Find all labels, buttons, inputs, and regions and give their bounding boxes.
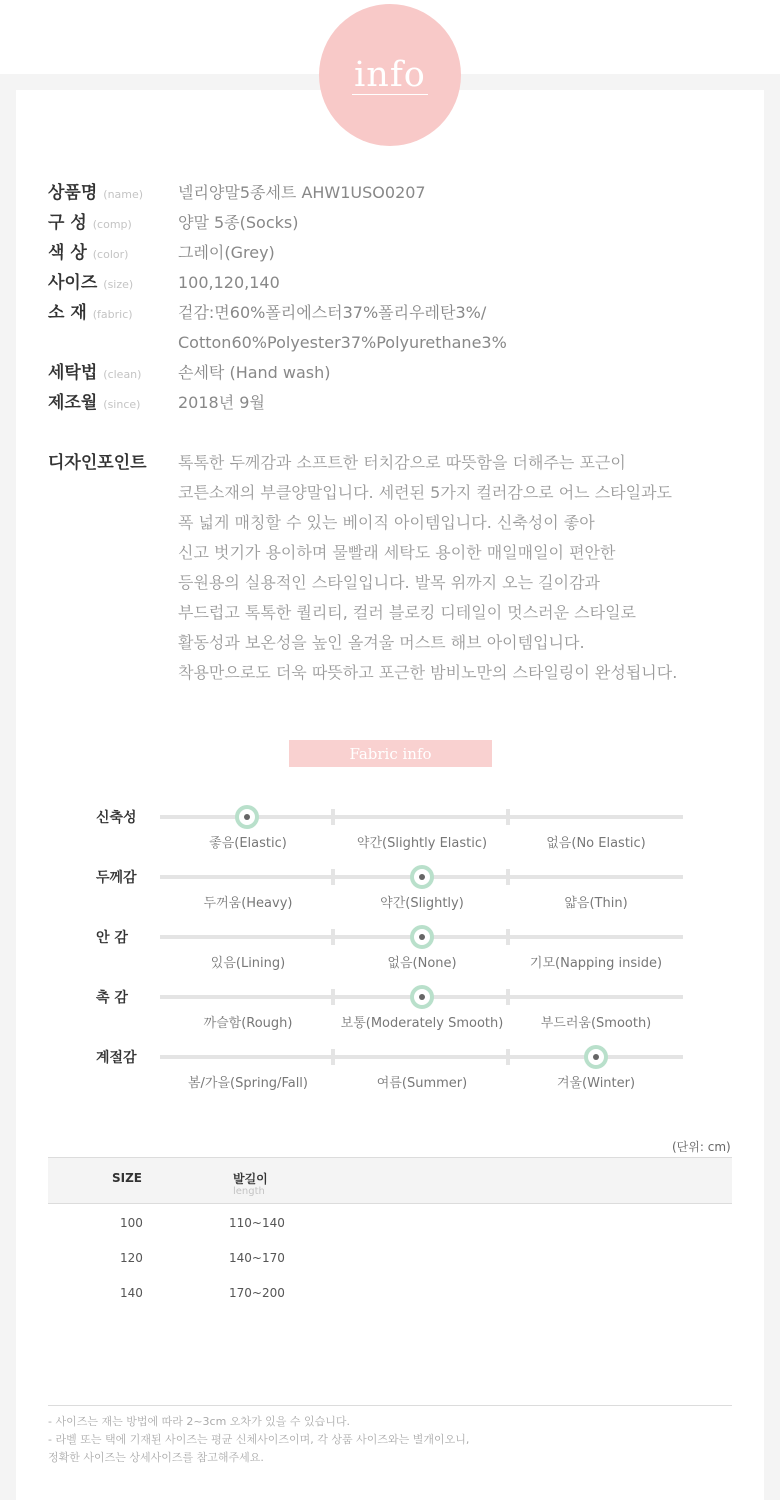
info-label xyxy=(48,208,178,238)
info-value-group xyxy=(178,388,265,418)
size-table-row xyxy=(48,1239,732,1274)
fabric-scale-label: 안 감 xyxy=(96,930,128,946)
fabric-scale-option: 부드러움(Smooth) xyxy=(540,1016,652,1031)
fabric-scale-divider xyxy=(331,809,335,825)
design-point-line: 폭 넓게 매칭할 수 있는 베이직 아이템입니다. 신축성이 좋아 xyxy=(178,513,595,532)
design-point-line: 착용만으로도 더욱 따뜻하고 포근한 밤비노만의 스타일링이 완성됩니다. xyxy=(178,663,678,682)
fabric-scale-option: 있음(Lining) xyxy=(210,956,286,971)
fabric-scale-divider xyxy=(331,989,335,1005)
fabric-info-title-text: Fabric info xyxy=(349,744,432,763)
info-row xyxy=(48,178,768,208)
info-value: 넬리양말5종세트 AHW1USO0207 xyxy=(178,183,426,202)
info-label xyxy=(48,268,178,298)
info-row xyxy=(48,358,768,388)
info-value: 그레이(Grey) xyxy=(178,243,275,262)
info-label-ko: 사이즈 xyxy=(48,273,98,293)
fabric-scale-label: 계절감 xyxy=(96,1050,137,1066)
info-label-en: (since) xyxy=(103,398,141,411)
info-value: 양말 5종(Socks) xyxy=(178,213,299,232)
fabric-scale-option: 까슬함(Rough) xyxy=(203,1016,293,1031)
fabric-scale-label: 촉 감 xyxy=(96,990,128,1006)
design-point-label: 디자인포인트 xyxy=(48,453,147,473)
fabric-scale-divider xyxy=(506,809,510,825)
length-column-subheader: length xyxy=(233,1186,265,1197)
fabric-scale-option: 얇음(Thin) xyxy=(564,896,628,911)
fabric-scale-marker xyxy=(584,1045,608,1069)
info-label-ko: 제조월 xyxy=(48,393,98,413)
info-value: 손세탁 (Hand wash) xyxy=(178,363,331,382)
fabric-scale-divider xyxy=(331,929,335,945)
info-label xyxy=(48,238,178,268)
info-label xyxy=(48,178,178,208)
fabric-scale-marker xyxy=(410,925,434,949)
info-value-group xyxy=(178,208,298,238)
fabric-scale-label: 두께감 xyxy=(96,870,137,886)
size-unit-note: (단위: cm) xyxy=(672,1140,731,1154)
fabric-scale-label: 신축성 xyxy=(96,810,137,826)
info-value-group xyxy=(178,358,331,388)
fabric-scale-option: 봄/가을(Spring/Fall) xyxy=(187,1076,308,1091)
fabric-scale-option: 좋음(Elastic) xyxy=(209,836,287,851)
info-value-group xyxy=(178,268,280,298)
size-table-row xyxy=(48,1274,732,1309)
info-label-en: (size) xyxy=(103,278,134,291)
design-point-section xyxy=(48,448,768,688)
info-label-en: (name) xyxy=(103,188,144,201)
info-badge-text: info xyxy=(354,54,426,95)
fabric-scale-marker xyxy=(235,805,259,829)
info-label-ko: 구 성 xyxy=(48,213,87,233)
fabric-scale-option: 보통(Moderately Smooth) xyxy=(340,1016,504,1031)
size-notes xyxy=(48,1405,732,1467)
size-table-row xyxy=(48,1204,732,1239)
fabric-scale-option: 기모(Napping inside) xyxy=(529,956,663,971)
size-note-line: 정확한 사이즈는 상세사이즈를 참고해주세요. xyxy=(48,1451,264,1464)
design-point-line: 신고 벗기가 용이하며 물빨래 세탁도 용이한 매일매일이 편안한 xyxy=(178,543,616,562)
info-value-group xyxy=(178,238,275,268)
info-badge xyxy=(319,4,461,146)
info-label-ko: 세탁법 xyxy=(48,363,98,383)
design-point-line: 코튼소재의 부클양말입니다. 세련된 5가지 컬러감으로 어느 스타일과도 xyxy=(178,483,673,502)
fabric-scale-option: 약간(Slightly) xyxy=(380,896,464,911)
fabric-scale-option: 두꺼움(Heavy) xyxy=(203,896,293,911)
info-value-group xyxy=(178,298,507,358)
info-label xyxy=(48,388,178,418)
length-cell: 170~200 xyxy=(229,1286,285,1300)
size-column-header: SIZE xyxy=(112,1171,143,1185)
fabric-scale-option: 없음(No Elastic) xyxy=(546,836,646,851)
fabric-scale-option: 없음(None) xyxy=(387,956,457,971)
length-cell: 110~140 xyxy=(229,1216,285,1230)
info-label-ko: 소 재 xyxy=(48,303,87,323)
design-point-line: 부드럽고 톡톡한 퀄리티, 컬러 블로킹 디테일이 멋스러운 스타일로 xyxy=(178,603,637,622)
info-label-ko: 상품명 xyxy=(48,183,98,203)
fabric-scale-divider xyxy=(506,989,510,1005)
fabric-scale-divider xyxy=(506,929,510,945)
info-row xyxy=(48,238,768,268)
product-info-list xyxy=(48,178,768,418)
size-cell: 100 xyxy=(120,1216,143,1230)
design-point-line: 활동성과 보온성을 높인 올겨울 머스트 해브 아이템입니다. xyxy=(178,633,585,652)
size-table xyxy=(48,1157,732,1309)
size-note-line: - 라벨 또는 택에 기재된 사이즈는 평균 신체사이즈이며, 각 상품 사이즈와는 별개이오니, xyxy=(48,1433,470,1446)
fabric-scale-option: 여름(Summer) xyxy=(376,1076,468,1091)
design-point-line: 등원용의 실용적인 스타일입니다. 발목 위까지 오는 길이감과 xyxy=(178,573,601,592)
fabric-scale-option: 겨울(Winter) xyxy=(556,1076,636,1091)
design-point-text xyxy=(178,448,677,688)
info-row xyxy=(48,298,768,358)
fabric-scale-divider xyxy=(506,1049,510,1065)
info-label xyxy=(48,358,178,388)
size-table-body xyxy=(48,1204,732,1309)
fabric-scale-marker xyxy=(410,865,434,889)
size-cell: 120 xyxy=(120,1251,143,1265)
info-label-ko: 색 상 xyxy=(48,243,87,263)
info-value: Cotton60%Polyester37%Polyurethane3% xyxy=(178,333,507,352)
info-label-en: (clean) xyxy=(103,368,142,381)
fabric-info-title xyxy=(289,740,492,767)
fabric-scale-divider xyxy=(331,1049,335,1065)
info-value: 겉감:면60%폴리에스터37%폴리우레탄3%/ xyxy=(178,303,487,322)
length-cell: 140~170 xyxy=(229,1251,285,1265)
fabric-scale-divider xyxy=(331,869,335,885)
size-cell: 140 xyxy=(120,1286,143,1300)
size-note-line: - 사이즈는 재는 방법에 따라 2~3cm 오차가 있을 수 있습니다. xyxy=(48,1415,351,1428)
info-label-en: (fabric) xyxy=(92,308,133,321)
fabric-scale-divider xyxy=(506,869,510,885)
info-value: 2018년 9월 xyxy=(178,393,265,412)
info-value-group xyxy=(178,178,426,208)
fabric-scale-option: 약간(Slightly Elastic) xyxy=(356,836,488,851)
info-row xyxy=(48,268,768,298)
fabric-scale-row xyxy=(0,1050,780,1117)
design-point-line: 톡톡한 두께감과 소프트한 터치감으로 따뜻함을 더해주는 포근이 xyxy=(178,453,626,472)
info-label xyxy=(48,298,178,328)
info-label-en: (color) xyxy=(92,248,129,261)
length-column-header: 발길이 xyxy=(233,1172,268,1186)
fabric-scale-marker xyxy=(410,985,434,1009)
info-label-en: (comp) xyxy=(92,218,132,231)
size-table-header xyxy=(48,1157,732,1204)
info-row xyxy=(48,388,768,418)
info-value: 100,120,140 xyxy=(178,273,280,292)
info-row xyxy=(48,208,768,238)
